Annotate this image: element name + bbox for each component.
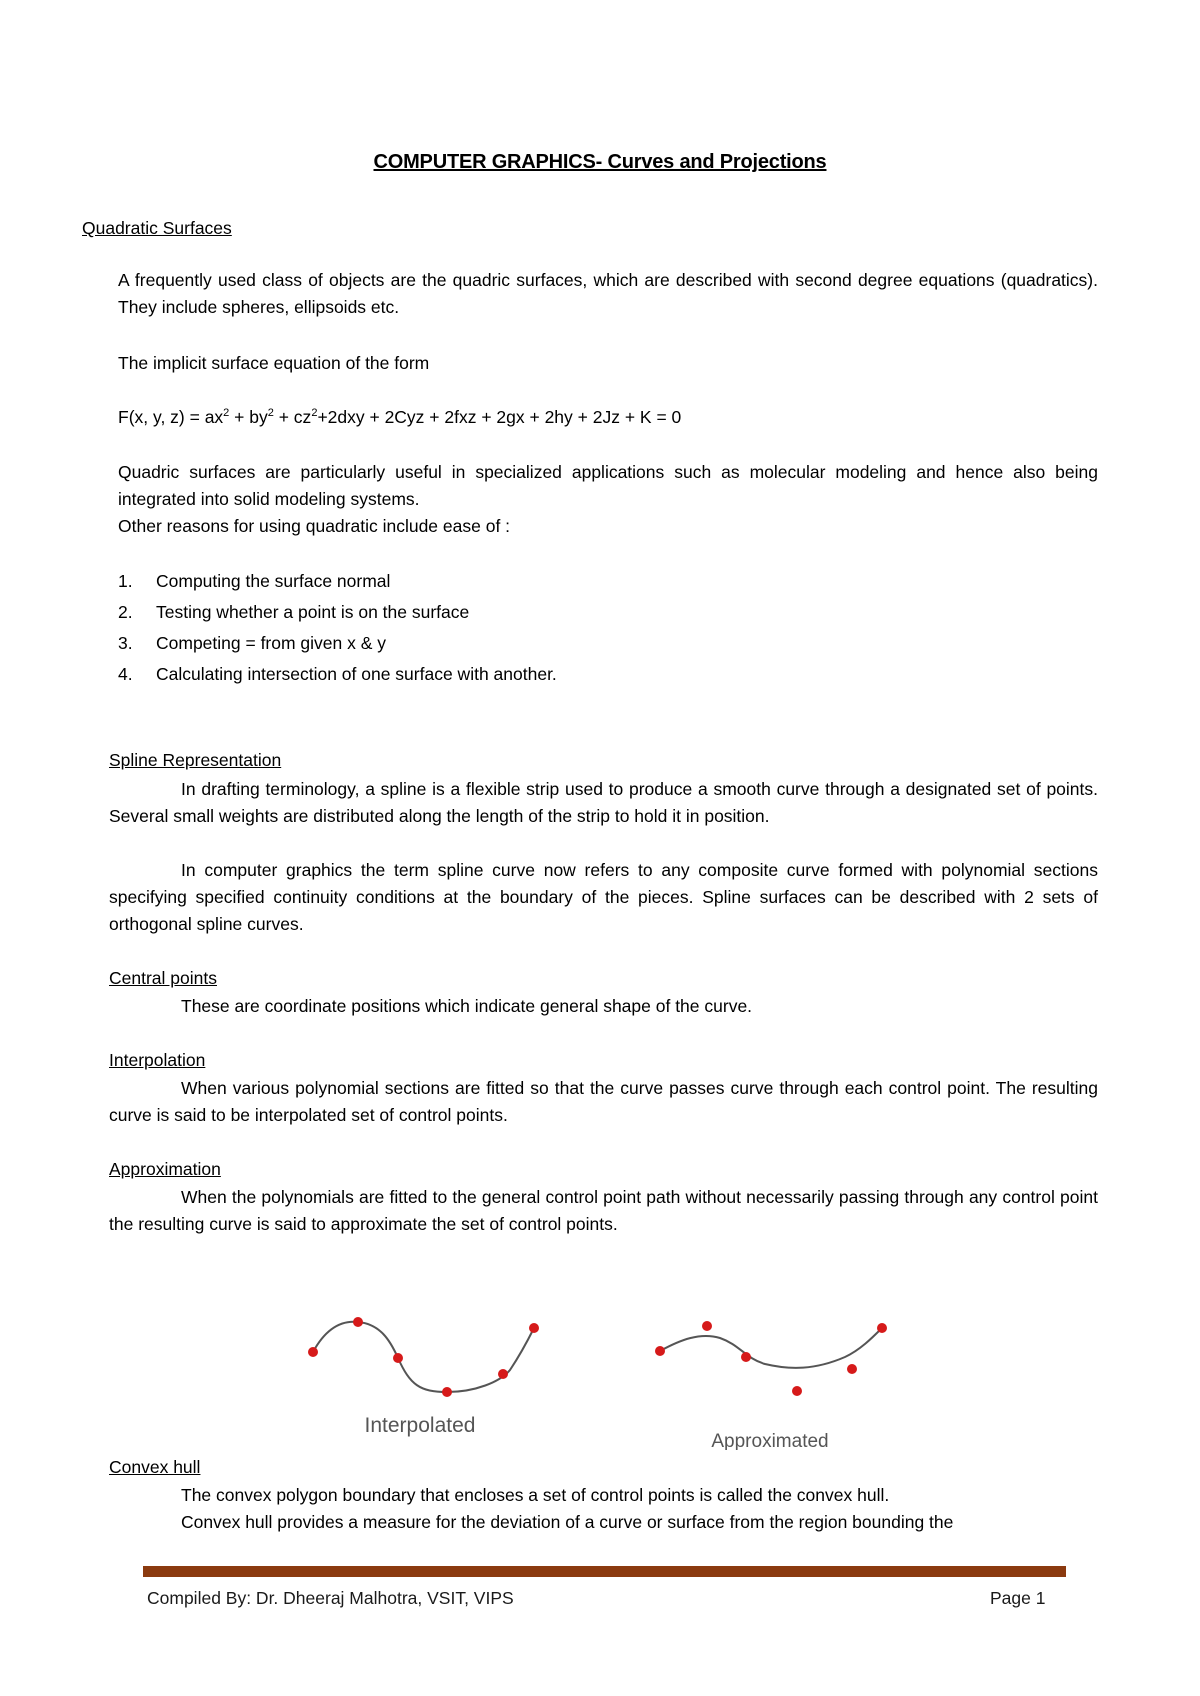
control-point — [498, 1369, 508, 1379]
equation-part-1: F(x, y, z) = ax — [118, 407, 224, 427]
control-point — [308, 1347, 318, 1357]
list-item — [118, 566, 557, 597]
list-item-number: 3. — [118, 633, 133, 653]
paragraph-central-points: These are coordinate positions which indicate general shape of the curve. — [181, 996, 753, 1016]
equation-part-2: + by — [229, 407, 268, 427]
spline-figure — [300, 1300, 900, 1450]
equation-part-3: + cz — [273, 407, 312, 427]
paragraph-convex-hull-definition: The convex polygon boundary that encloses a set of control points is called the convex hull. — [181, 1485, 890, 1505]
footer-credit: Compiled By: Dr. Dheeraj Malhotra, VSIT, VIPS — [147, 1588, 514, 1608]
heading-central-points: Central points — [109, 968, 217, 988]
list-item-text: Competing = from given x & y — [156, 633, 387, 653]
paragraph-quadric-uses: Quadric surfaces are particularly useful in specialized applications such as molecular modeling and hence also being integrated into solid modeling systems. — [118, 462, 1098, 509]
interpolated-diagram — [308, 1317, 539, 1437]
list-item-text: Computing the surface normal — [156, 571, 391, 591]
control-point — [655, 1346, 665, 1356]
interpolated-label: Interpolated — [364, 1414, 476, 1437]
list-item-number: 1. — [118, 571, 133, 591]
approximated-diagram — [655, 1321, 887, 1450]
control-point — [353, 1317, 363, 1327]
equation-exponent: 2 — [311, 407, 318, 420]
heading-convex-hull: Convex hull — [109, 1457, 201, 1477]
footer-rule — [143, 1566, 1066, 1577]
control-point — [877, 1323, 887, 1333]
list-item — [118, 628, 557, 659]
paragraph-spline-graphics: In computer graphics the term spline curve now refers to any composite curve formed with polynomial sections specifying specified continuity conditions at the boundary of the pieces. Spline surfaces can be described with 2 sets of orthogonal spline curves. — [109, 860, 1098, 934]
heading-spline-representation: Spline Representation — [109, 750, 282, 770]
control-point — [702, 1321, 712, 1331]
list-item-number: 4. — [118, 664, 133, 684]
page-number: Page 1 — [990, 1588, 1046, 1608]
paragraph-quadric-intro: A frequently used class of objects are the quadric surfaces, which are described with second degree equations (quadratics). They include spheres, ellipsoids etc. — [118, 270, 1098, 317]
paragraph-implicit-form: The implicit surface equation of the form — [118, 353, 430, 373]
list-item-text: Calculating intersection of one surface with another. — [156, 664, 557, 684]
control-point — [847, 1364, 857, 1374]
control-point — [529, 1323, 539, 1333]
paragraph-approximation: When the polynomials are fitted to the general control point path without necessarily passing through any control point the resulting curve is said to approximate the set of control points. — [109, 1187, 1098, 1234]
paragraph-convex-hull-measure: Convex hull provides a measure for the deviation of a curve or surface from the region bounding the — [181, 1512, 954, 1532]
heading-quadratic-surfaces: Quadratic Surfaces — [82, 218, 232, 238]
quadric-equation — [118, 404, 1098, 431]
control-point — [741, 1352, 751, 1362]
paragraph-other-reasons: Other reasons for using quadratic include ease of : — [118, 516, 511, 536]
approximated-label: Approximated — [711, 1431, 829, 1450]
control-point — [792, 1386, 802, 1396]
equation-part-4: +2dxy + 2Cyz + 2fxz + 2gx + 2hy + 2Jz + K = 0 — [317, 407, 682, 427]
equation-exponent: 2 — [267, 407, 274, 420]
page-title: COMPUTER GRAPHICS- Curves and Projections — [373, 151, 827, 173]
heading-interpolation: Interpolation — [109, 1050, 206, 1070]
heading-approximation: Approximation — [109, 1159, 221, 1179]
list-item-number: 2. — [118, 602, 133, 622]
list-item — [118, 597, 557, 628]
control-point — [393, 1353, 403, 1363]
list-item-text: Testing whether a point is on the surface — [156, 602, 470, 622]
paragraph-interpolation: When various polynomial sections are fitted so that the curve passes curve through each control point. The resulting curve is said to be interpolated set of control points. — [109, 1078, 1098, 1125]
approximated-curve — [660, 1328, 882, 1368]
reasons-list — [118, 566, 557, 690]
paragraph-spline-drafting: In drafting terminology, a spline is a flexible strip used to produce a smooth curve through a designated set of points. Several small weights are distributed along the length of the strip to hold it in position. — [109, 779, 1098, 826]
control-point — [442, 1387, 452, 1397]
list-item — [118, 659, 557, 690]
interpolated-curve — [313, 1322, 534, 1392]
equation-exponent: 2 — [223, 407, 230, 420]
